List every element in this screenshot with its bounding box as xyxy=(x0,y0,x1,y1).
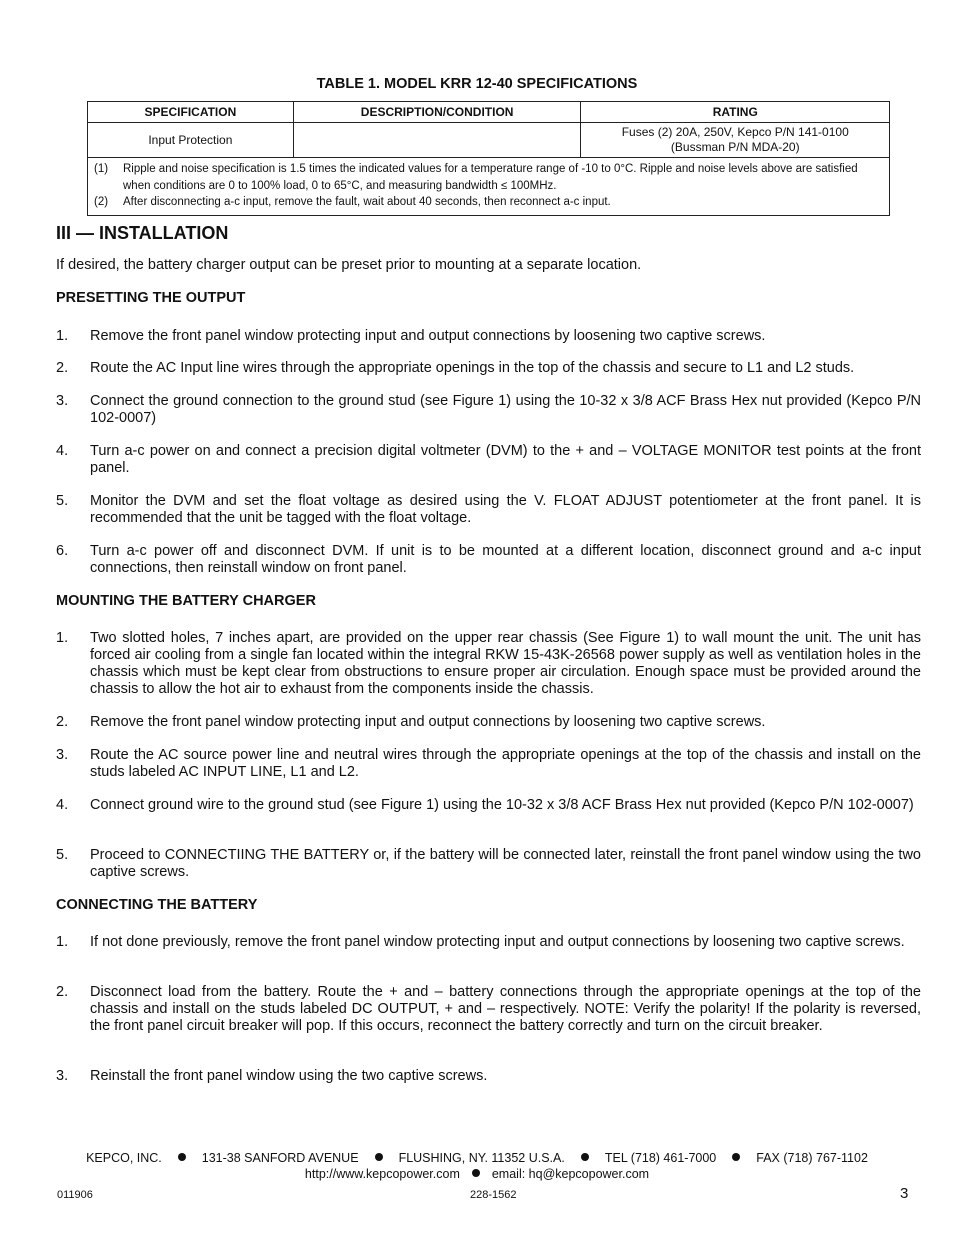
table-header-row xyxy=(88,102,890,123)
bullet-icon xyxy=(178,1153,186,1161)
list-item-number: 3. xyxy=(56,1068,69,1084)
list-item-number: 1. xyxy=(56,328,69,344)
bullet-icon xyxy=(375,1153,383,1161)
table-notes-row xyxy=(88,158,890,216)
rating-line-1: Fuses (2) 20A, 250V, Kepco P/N 141-0100 xyxy=(621,125,849,139)
list-item-number: 2. xyxy=(56,360,69,376)
list-item-number: 6. xyxy=(56,543,69,559)
list-item-text: Connect ground wire to the ground stud (see Figure 1) using the 10-32 x 3/8 ACF Brass Hex nut provided (Kepco P/N 102-0007) xyxy=(90,797,914,813)
connecting-heading: CONNECTING THE BATTERY xyxy=(56,897,258,913)
table-notes xyxy=(88,158,890,216)
list-item-text: Remove the front panel window protecting input and output connections by loosening two captive screws. xyxy=(90,714,766,730)
list-item xyxy=(56,443,921,477)
list-item xyxy=(56,493,921,527)
column-header-specification: SPECIFICATION xyxy=(88,102,294,123)
list-item-number: 3. xyxy=(56,393,69,409)
cell-description xyxy=(293,123,581,158)
list-item xyxy=(56,328,921,345)
section-title: III — INSTALLATION xyxy=(56,223,229,243)
list-item-text: Two slotted holes, 7 inches apart, are provided on the upper rear chassis (See Figure 1) to wall mount the unit. The unit has forced air cooling from a single fan located within the integral RKW 15-43K-26568 power supply as well as ventilation holes in the chassis which must be kept clear from obstructions to ensure proper air circulation. Enough space must be provided around the chassis to allow the hot air to exhaust from the components inside the chassis. xyxy=(90,630,921,697)
section-intro: If desired, the battery charger output can be preset prior to mounting at a separate location. xyxy=(56,257,642,273)
footer-tel: TEL (718) 461-7000 xyxy=(604,1151,717,1165)
column-header-rating: RATING xyxy=(581,102,890,123)
footer-company: KEPCO, INC. xyxy=(86,1151,162,1165)
list-item-text: Route the AC Input line wires through the appropriate openings in the top of the chassis and secure to L1 and L2 studs. xyxy=(90,360,855,376)
bullet-icon xyxy=(581,1153,589,1161)
cell-rating xyxy=(581,123,890,158)
bullet-icon xyxy=(732,1153,740,1161)
list-item xyxy=(56,747,921,781)
list-item-number: 5. xyxy=(56,847,69,863)
rating-line-2: (Bussman P/N MDA-20) xyxy=(670,140,800,154)
bullet-icon xyxy=(472,1169,480,1177)
list-item-text: Monitor the DVM and set the float voltage as desired using the V. FLOAT ADJUST potentiometer at the front panel. It is recommended that the unit be tagged with the float voltage. xyxy=(90,493,921,526)
list-item-number: 3. xyxy=(56,747,69,763)
footer-contact-line xyxy=(0,1151,954,1165)
note-number: (1) xyxy=(94,163,109,175)
presetting-heading: PRESETTING THE OUTPUT xyxy=(56,290,246,306)
list-item xyxy=(56,797,921,814)
list-item xyxy=(56,934,921,951)
list-item-text: Reinstall the front panel window using the two captive screws. xyxy=(90,1068,488,1084)
document-date-code: 011906 xyxy=(57,1189,93,1201)
list-item xyxy=(56,360,921,377)
footer-email-link[interactable]: email: hq@kepcopower.com xyxy=(491,1167,650,1181)
list-item-text: Remove the front panel window protecting input and output connections by loosening two captive screws. xyxy=(90,328,766,344)
note-number: (2) xyxy=(94,196,109,208)
table-note xyxy=(94,161,885,194)
list-item xyxy=(56,630,921,698)
footer-web-line xyxy=(0,1167,954,1181)
list-item-number: 5. xyxy=(56,493,69,509)
column-header-description: DESCRIPTION/CONDITION xyxy=(293,102,581,123)
list-item-number: 4. xyxy=(56,797,69,813)
list-item xyxy=(56,984,921,1035)
list-item xyxy=(56,543,921,577)
table-title: TABLE 1. MODEL KRR 12-40 SPECIFICATIONS xyxy=(316,76,638,92)
table-note xyxy=(94,194,885,211)
note-text: Ripple and noise specification is 1.5 times the indicated values for a temperature range of -10 to 0°C. Ripple and noise levels above are satisfied when conditions are 0 to 100% load, 0 to 65°C, and measuring bandwidth ≤ 100MHz. xyxy=(123,163,858,192)
document-number: 228-1562 xyxy=(470,1189,517,1201)
list-item-text: Disconnect load from the battery. Route the + and – battery connections through the appropriate openings at the top of the chassis and install on the studs labeled DC OUTPUT, + and – respectively. NOTE: Verify the polarity! If the polarity is reversed, the front panel circuit breaker will pop. If this occurs, reconnect the battery correctly and turn on the circuit breaker. xyxy=(90,984,921,1034)
list-item-text: Proceed to CONNECTIING THE BATTERY or, if the battery will be connected later, reinstall the front panel window using the two captive screws. xyxy=(90,847,921,880)
specifications-table xyxy=(87,101,890,216)
list-item-text: Route the AC source power line and neutral wires through the appropriate openings at the top of the chassis and install on the studs labeled AC INPUT LINE, L1 and L2. xyxy=(90,747,921,780)
list-item xyxy=(56,393,921,427)
list-item-text: Turn a-c power on and connect a precision digital voltmeter (DVM) to the + and – VOLTAGE MONITOR test points at the front panel. xyxy=(90,443,921,476)
cell-specification: Input Protection xyxy=(88,123,294,158)
footer-fax: FAX (718) 767-1102 xyxy=(756,1151,868,1165)
page-number: 3 xyxy=(900,1185,909,1202)
list-item-text: Turn a-c power off and disconnect DVM. If unit is to be mounted at a different location, disconnect ground and a-c input connections, then reinstall window on front panel. xyxy=(90,543,921,576)
note-text: After disconnecting a-c input, remove the fault, wait about 40 seconds, then reconnect a-c input. xyxy=(123,196,611,208)
list-item-number: 1. xyxy=(56,934,69,950)
list-item xyxy=(56,847,921,881)
list-item-number: 2. xyxy=(56,984,69,1000)
footer-website-link[interactable]: http://www.kepcopower.com xyxy=(304,1167,460,1181)
list-item xyxy=(56,1068,921,1085)
list-item-number: 1. xyxy=(56,630,69,646)
footer-city: FLUSHING, NY. 11352 U.S.A. xyxy=(398,1151,565,1165)
mounting-heading: MOUNTING THE BATTERY CHARGER xyxy=(56,593,316,609)
list-item xyxy=(56,714,921,731)
footer-address: 131-38 SANFORD AVENUE xyxy=(201,1151,359,1165)
list-item-text: If not done previously, remove the front panel window protecting input and output connections by loosening two captive screws. xyxy=(90,934,905,950)
list-item-text: Connect the ground connection to the ground stud (see Figure 1) using the 10-32 x 3/8 ACF Brass Hex nut provided (Kepco P/N 102-0007) xyxy=(90,393,921,426)
table-row xyxy=(88,123,890,158)
list-item-number: 4. xyxy=(56,443,69,459)
list-item-number: 2. xyxy=(56,714,69,730)
